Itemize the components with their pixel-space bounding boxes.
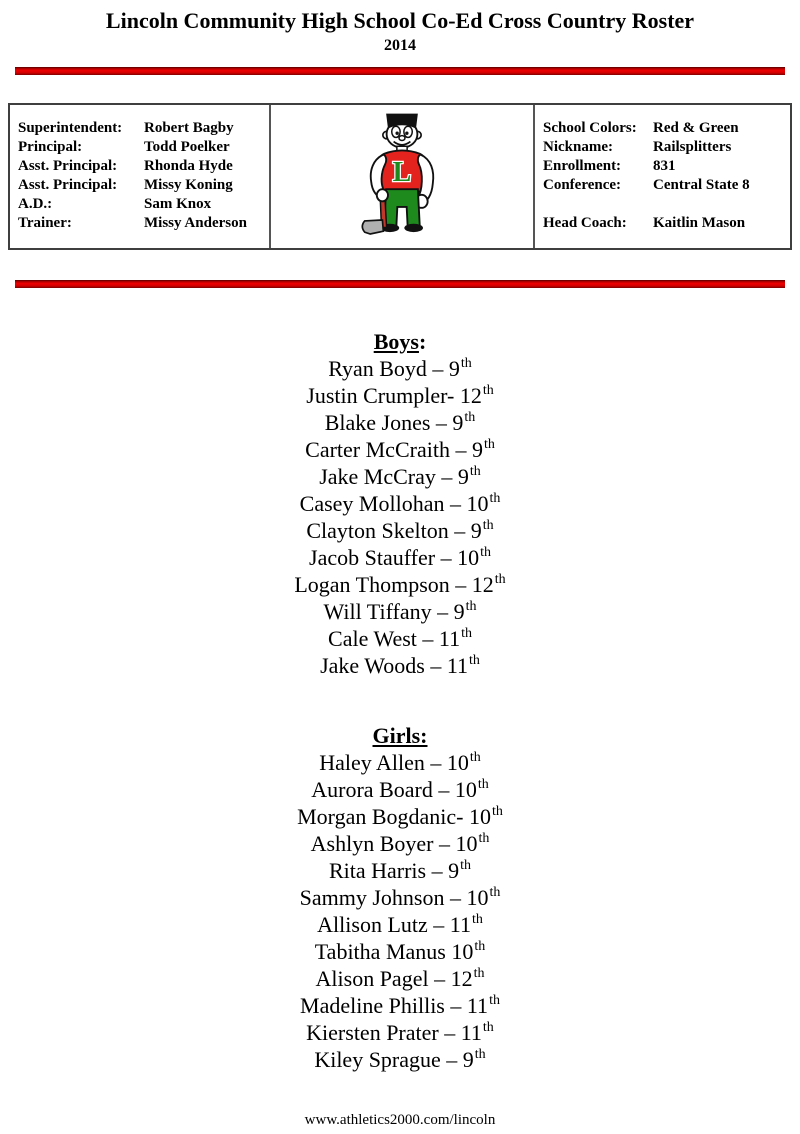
athlete-entry — [0, 517, 800, 544]
athlete-name-grade: Jake Woods – 11 — [320, 653, 469, 678]
athlete-entry — [0, 598, 800, 625]
athlete-name-grade: Will Tiffany – 9 — [323, 599, 465, 624]
grade-ordinal-suffix: th — [460, 857, 472, 873]
athlete-entry — [0, 382, 800, 409]
info-row — [543, 195, 790, 214]
footer-url: www.athletics2000.com/lincoln — [304, 1112, 496, 1128]
boys-heading — [0, 328, 800, 355]
athlete-entry — [0, 965, 800, 992]
boys-list — [0, 355, 800, 679]
info-label: Enrollment: — [543, 158, 622, 174]
info-label: A.D.: — [18, 196, 53, 212]
info-value: Robert Bagby — [144, 120, 234, 136]
athlete-entry — [0, 938, 800, 965]
grade-ordinal-suffix: th — [461, 625, 472, 641]
athlete-entry — [0, 1046, 800, 1073]
info-label: Asst. Principal: — [18, 177, 118, 193]
info-row — [18, 138, 269, 157]
info-label: Principal: — [18, 139, 83, 155]
info-row — [543, 119, 790, 138]
roster — [0, 328, 800, 1073]
boys-heading-text: Boys — [373, 329, 419, 354]
grade-ordinal-suffix: th — [474, 1046, 486, 1062]
athlete-name-grade: Haley Allen – 10 — [319, 750, 469, 775]
athlete-name-grade: Justin Crumpler- 12 — [306, 383, 482, 408]
girls-list — [0, 749, 800, 1073]
grade-ordinal-suffix: th — [471, 911, 483, 927]
grade-ordinal-suffix: th — [482, 1019, 494, 1035]
info-value: Railsplitters — [653, 139, 732, 155]
athlete-entry — [0, 884, 800, 911]
athlete-name-grade: Kiersten Prater – 11 — [306, 1020, 482, 1045]
athlete-name-grade: Casey Mollohan – 10 — [299, 491, 489, 516]
athlete-entry — [0, 992, 800, 1019]
info-value: Red & Green — [653, 120, 739, 136]
grade-ordinal-suffix: th — [473, 965, 485, 981]
info-label: Conference: — [543, 177, 622, 193]
athlete-name-grade: Rita Harris – 9 — [328, 858, 460, 883]
info-value: Kaitlin Mason — [653, 215, 746, 231]
athlete-entry — [0, 463, 800, 490]
athlete-name-grade: Blake Jones – 9 — [324, 410, 464, 435]
page-title: Lincoln Community High School Co-Ed Cross Country Roster — [105, 8, 695, 33]
school-info-table — [8, 103, 792, 250]
grade-ordinal-suffix: th — [482, 382, 494, 398]
staff-info-cell — [10, 105, 269, 248]
athlete-entry — [0, 652, 800, 679]
school-facts-cell — [535, 105, 790, 248]
grade-ordinal-suffix: th — [464, 409, 476, 425]
athlete-name-grade: Madeline Phillis – 11 — [300, 993, 489, 1018]
grade-ordinal-suffix: th — [460, 355, 472, 371]
athlete-entry — [0, 1019, 800, 1046]
athlete-name-grade: Alison Pagel – 12 — [315, 966, 473, 991]
athlete-name-grade: Carter McCraith – 9 — [305, 437, 483, 462]
athlete-entry — [0, 857, 800, 884]
info-row — [18, 119, 269, 138]
grade-ordinal-suffix: th — [482, 517, 494, 533]
athlete-entry — [0, 911, 800, 938]
mascot-letter: L — [392, 156, 412, 188]
grade-ordinal-suffix: th — [477, 776, 489, 792]
info-value: Todd Poelker — [144, 139, 230, 155]
athlete-name-grade: Ryan Boyd – 9 — [328, 356, 460, 381]
athlete-name-grade: Morgan Bogdanic- 10 — [297, 804, 491, 829]
info-row — [543, 176, 790, 195]
athlete-name-grade: Cale West – 11 — [328, 626, 461, 651]
girls-section — [0, 722, 800, 1073]
grade-ordinal-suffix: th — [483, 436, 495, 452]
athlete-name-grade: Aurora Board – 10 — [311, 777, 477, 802]
athlete-entry — [0, 544, 800, 571]
grade-ordinal-suffix: th — [474, 938, 486, 954]
boys-heading-colon: : — [418, 329, 427, 354]
boys-section — [0, 328, 800, 679]
athlete-entry — [0, 490, 800, 517]
athlete-name-grade: Allison Lutz – 11 — [317, 912, 471, 937]
athlete-name-grade: Kiley Sprague – 9 — [314, 1047, 474, 1072]
info-row — [18, 157, 269, 176]
info-label: Superintendent: — [18, 120, 123, 136]
athlete-name-grade: Logan Thompson – 12 — [294, 572, 494, 597]
athlete-name-grade: Tabitha Manus 10 — [314, 939, 474, 964]
page-year: 2014 — [384, 37, 416, 54]
red-divider-rule-bottom — [15, 280, 785, 288]
info-label: Asst. Principal: — [18, 158, 118, 174]
athlete-entry — [0, 830, 800, 857]
info-row — [543, 138, 790, 157]
grade-ordinal-suffix: th — [489, 884, 501, 900]
athlete-entry — [0, 803, 800, 830]
grade-ordinal-suffix: th — [489, 992, 500, 1008]
athlete-entry — [0, 571, 800, 598]
info-row — [543, 157, 790, 176]
grade-ordinal-suffix: th — [478, 830, 490, 846]
grade-ordinal-suffix: th — [465, 598, 477, 614]
info-row — [18, 214, 269, 233]
grade-ordinal-suffix: th — [489, 490, 501, 506]
info-label: Nickname: — [543, 139, 613, 155]
info-value: Missy Koning — [144, 177, 233, 193]
athlete-entry — [0, 625, 800, 652]
info-label — [543, 195, 653, 214]
grade-ordinal-suffix: th — [469, 652, 480, 668]
info-label: School Colors: — [543, 120, 637, 136]
athlete-name-grade: Sammy Johnson – 10 — [299, 885, 489, 910]
girls-heading — [0, 722, 800, 749]
info-label: Trainer: — [18, 215, 72, 231]
athlete-name-grade: Jacob Stauffer – 10 — [309, 545, 480, 570]
girls-heading-text: Girls: — [372, 723, 428, 748]
athlete-name-grade: Jake McCray – 9 — [319, 464, 469, 489]
athlete-entry — [0, 355, 800, 382]
grade-ordinal-suffix: th — [469, 749, 481, 765]
railsplitter-mascot-image — [355, 108, 449, 248]
red-divider-rule-top — [15, 67, 785, 75]
grade-ordinal-suffix: th — [469, 463, 481, 479]
info-row — [18, 195, 269, 214]
info-row — [543, 214, 790, 233]
grade-ordinal-suffix: th — [494, 571, 506, 587]
info-value: Rhonda Hyde — [144, 158, 233, 174]
info-label: Head Coach: — [543, 215, 627, 231]
athlete-entry — [0, 409, 800, 436]
athlete-entry — [0, 749, 800, 776]
athlete-name-grade: Ashlyn Boyer – 10 — [310, 831, 478, 856]
info-value: Sam Knox — [144, 196, 212, 212]
info-row — [18, 176, 269, 195]
info-value: Missy Anderson — [144, 215, 247, 231]
athlete-entry — [0, 776, 800, 803]
info-value: Central State 8 — [653, 177, 750, 193]
grade-ordinal-suffix: th — [480, 544, 491, 560]
mascot-cell — [269, 105, 535, 248]
athlete-name-grade: Clayton Skelton – 9 — [306, 518, 482, 543]
athlete-entry — [0, 436, 800, 463]
info-value: 831 — [653, 158, 676, 174]
grade-ordinal-suffix: th — [492, 803, 503, 819]
